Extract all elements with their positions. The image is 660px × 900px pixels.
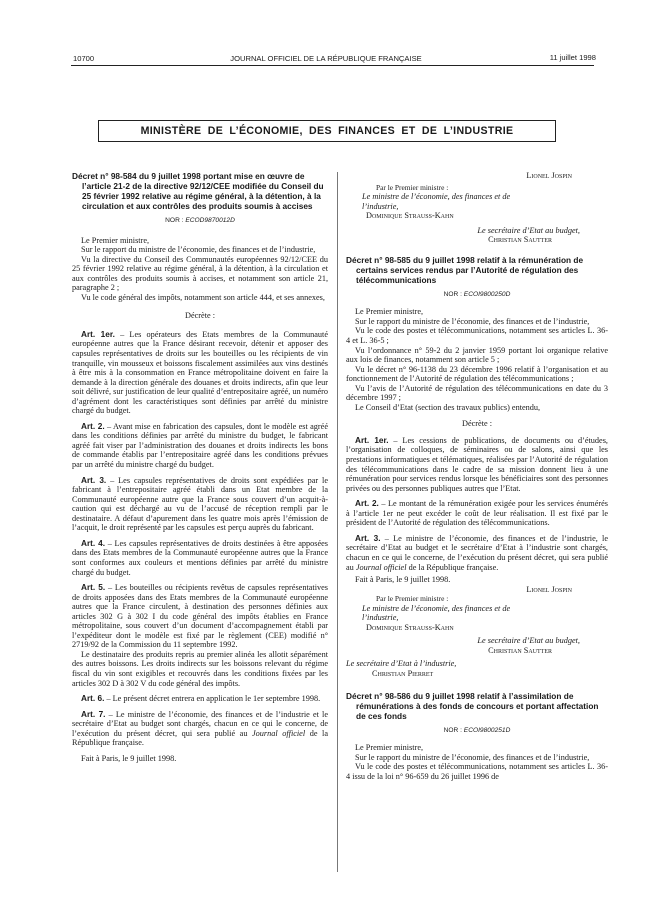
nor-label: NOR : [443,290,462,298]
preamble-line: Le Premier ministre, [355,307,424,317]
signature-budget-name: Christian Sautter [488,235,552,245]
article [346,436,608,493]
article-text-italic: Journal officiel [355,562,407,572]
article-text: de la République française. [72,728,328,748]
article-text-italic: Journal officiel [252,728,306,738]
decrete-heading: Décrète : [185,311,215,321]
preamble-line: Le Premier ministre, [81,235,150,245]
column-divider [337,172,338,872]
article [72,583,328,650]
signature-minister-name: Dominique Strauss-Kahn [366,622,454,632]
article-paragraph: Le destinataire des produits repris au premier alinéa les allotit séparément des autres boissons. Les droits indirects sur les boissons relevant du régime fiscal du vin sont exigibles et recouvrés dans les conditions fixées par les articles 302 D à 302 V du code général des impôts. [72,649,328,688]
article-label: Art. 3. [355,533,381,543]
article-label: Art. 6. [81,694,105,704]
article [72,539,328,577]
page-header [57,43,595,63]
article [72,694,328,704]
article-text: – Le montant de la rémunération exigée pour les services énumérés à l’article 1er ne peut excéder le coût de leur réalisation. Il est fixé par le président de l’Autorité de régulation des télécommunications. [346,499,608,528]
article-label: Art. 2. [355,499,379,509]
minister-title: Le ministre de l’économie, des finances et de l’industrie, [362,603,511,623]
article [72,476,328,533]
signature-minister-name: Dominique Strauss-Kahn [366,211,454,221]
article-text: – Le ministre de l’économie, des finances et de l’industrie, le secrétaire d’Etat au budget et le secrétaire d’Etat à l’industrie sont chargés, chacun en ce qui le concerne, de l’exécution du présent décret, qui sera publié au [346,533,608,572]
article-text: – Les capsules représentatives de droits sont expédiées par le fabricant à l’entrepositaire agréé établi dans un Etat membre de la Communauté européenne autre que la France sous couvert d’un acquit-à-caution qui est déchargé au vu de l’accusé de réception rempli par le destinataire. A défaut d’apurement dans les quatre mois après l’émission de l’acquit, le droit représenté par les capsules est perçu auprès du fabricant. [72,475,328,533]
nor-label: NOR : [165,217,184,224]
decree-title: Décret n° 98-584 du 9 juillet 1998 portant mise en œuvre de l’article 21-2 de la directive 92/12/CEE modifiée du Conseil du 25 février 1992 relative au régime général, à la détention, à la circulation et aux contrôles des produits soumis à accises [72,171,324,211]
preamble-line: Sur le rapport du ministre de l’économie, des finances et de l’industrie, [81,245,316,255]
preamble-line: Sur le rapport du ministre de l’économie, des finances et de l’industrie, [355,752,590,762]
article-label: Art. 4. [81,538,106,548]
minister-title: Le ministre de l’économie, des finances et de l’industrie, [362,192,511,211]
issue-date: 11 juillet 1998 [549,53,596,62]
decree-title: Décret n° 98-586 du 9 juillet 1998 relatif à l’assimilation de rémunérations à des fonds de concours et portant affectation de ces fonds [346,690,599,721]
nor-reference [72,216,328,226]
signature-budget-title [346,636,608,646]
article-text: de la République française. [406,562,499,572]
article [346,534,608,572]
article [72,422,328,470]
article-text: – Les opérateurs des Etats membres de la Communauté européenne autres que la France désirant recevoir, détenir et apposer des capsules représentatives de droits sur les bouteilles ou les récipients de vin tranquille, vin mousseux et boissons fiscalement assimilées aux vins destinés à être mis à la consommation en France métropolitaine doivent en faire la demande à la direction générale des douanes et droits indirects, afin que leur soit délivré, sur justification de leur qualité d’entrepositaire agréé, un numéro d’agrément dont les caractéristiques sont définies par arrêté du ministre chargé du budget. [72,329,328,416]
left-column [72,171,328,763]
journal-title: JOURNAL OFFICIEL DE LA RÉPUBLIQUE FRANÇAISE [230,54,422,63]
done-at: Fait à Paris, le 9 juillet 1998. [81,753,177,763]
page-number: 10700 [73,54,95,63]
signature-pm: Lionel Jospin [526,584,572,594]
article-label: Art. 1er. [81,329,115,339]
preamble-line: Le Premier ministre, [355,743,424,753]
signature-industry-name: Christian Pierret [372,668,434,678]
preamble-line: Vu le code des postes et télécommunications, notamment ses articles L. 36-4 issu de la loi n° 96-659 du 26 juillet 1996 de [346,762,608,781]
article-text: – Le présent décret entrera en application le 1er septembre 1998. [104,694,321,704]
nor-code: ECOI9800251D [463,726,511,734]
signature-pm: Lionel Jospin [526,171,572,180]
article-label: Art. 3. [81,475,107,485]
signature-by-pm: Par le Premier ministre : [376,182,449,192]
preamble-line: Vu le code des postes et télécommunications, notamment ses articles L. 36-4 et L. 36-5 ; [346,326,608,346]
nor-reference [346,726,608,736]
article-label: Art. 2. [81,421,105,431]
industry-title: Le secrétaire d’Etat à l’industrie, [346,659,457,669]
signature-by-pm: Par le Premier ministre : [376,594,449,604]
article [72,330,328,416]
nor-label: NOR : [443,726,462,734]
budget-title: Le secrétaire d’Etat au budget, [477,636,580,646]
signature-budget-name: Christian Sautter [488,645,552,655]
header-rule [71,65,594,66]
article-label: Art. 7. [81,709,106,719]
ministry-banner: MINISTÈRE DE L’ÉCONOMIE, DES FINANCES ET DE L’INDUSTRIE [98,120,556,142]
decree-title: Décret n° 98-585 du 9 juillet 1998 relatif à la rémunération de certains services rendus par l’Autorité de régulation des télécommunications [346,254,584,285]
article-text: – Le ministre de l’économie, des finances et de l’industrie et le secrétaire d’Etat au budget sont chargés, chacun en ce qui le concerne, de l’exécution du présent décret, qui sera publié au [72,709,328,738]
preamble-line: Vu le code général des impôts, notamment son article 444, et ses annexes, [81,292,325,302]
decrete-heading: Décrète : [462,419,492,429]
article-label: Art. 1er. [355,435,389,445]
article [72,710,328,748]
preamble-line: Le Conseil d’Etat (section des travaux publics) entendu, [355,402,541,412]
signature-minister-title [346,604,512,623]
article-text: – Avant mise en fabrication des capsules, dont le modèle est agréé dans les conditions définies par arrêté du ministre du budget, le fabricant agréé fait viser par l’administration des douanes et droits indirects les bons de commande établis par l’entrepositaire agréé dans les conditions prévues par un arrêté du ministre chargé du budget. [72,421,328,470]
signature-budget-title [346,226,608,236]
article-text: – Les bouteilles ou récipients revêtus de capsules représentatives de droits apposées dans des Etats membres de la Communauté européenne autres que la France circulent, à destination des personnes définies aux articles 302 G à 302 I du code général des impôts établies en France métropolitaine, sous couvert d’un document d’accompagnement établi par l’expéditeur dont le modèle est fixé par le règlement (CEE) modifié n° 2719/92 de la Commission du 11 septembre 1992. [72,583,328,650]
article [346,499,608,528]
preamble-line: Vu la directive du Conseil des Communautés européennes 92/12/CEE du 25 février 1992 relative au régime général, à la détention, à la circulation et aux contrôles des produits soumis à accises, et notamment son article 21, paragraphe 2 ; [72,254,328,293]
preamble-line: Vu l’avis de l’Autorité de régulation des télécommunications en date du 3 décembre 1997 ; [346,383,608,403]
article-label: Art. 5. [81,583,106,593]
budget-title: Le secrétaire d’Etat au budget, [477,225,580,235]
article-text: – Les cessions de publications, de documents ou d’études, l’organisation de colloques, de séminaires ou de salons, ainsi que les prestations informatiques et télématiques, réalisées par l’Autorité de régulation des télécommunications dans le cadre de sa mission donnent lieu à une rémunération pour services rendus lorsque les bénéficiaires sont des personnes privées ou des personnes publiques autres que l’Etat. [346,435,608,493]
signature-minister-title [346,192,512,211]
preamble-line: Sur le rapport du ministre de l’économie, des finances et de l’industrie, [355,316,590,326]
done-at: Fait à Paris, le 9 juillet 1998. [355,575,451,585]
nor-code: ECOD9870012D [185,217,235,224]
preamble-line: Vu l’ordonnance n° 59-2 du 2 janvier 1959 portant loi organique relative aux lois de finances, notamment son article 5 ; [346,345,608,365]
preamble-line: Vu le décret n° 96-1138 du 23 décembre 1996 relatif à l’organisation et au fonctionnement de l’Autorité de régulation des télécommunications ; [346,364,608,384]
nor-code: ECOI9800250D [463,290,511,298]
right-column [346,171,608,781]
article-text: – Les capsules représentatives de droits destinées à être apposées dans des Etats membres de la Communauté européenne autres que la France sont conformes aux couleurs et mentions définies par arrêté du ministre chargé du budget. [72,538,328,577]
nor-reference [346,290,608,300]
signature-industry-title [346,659,608,669]
